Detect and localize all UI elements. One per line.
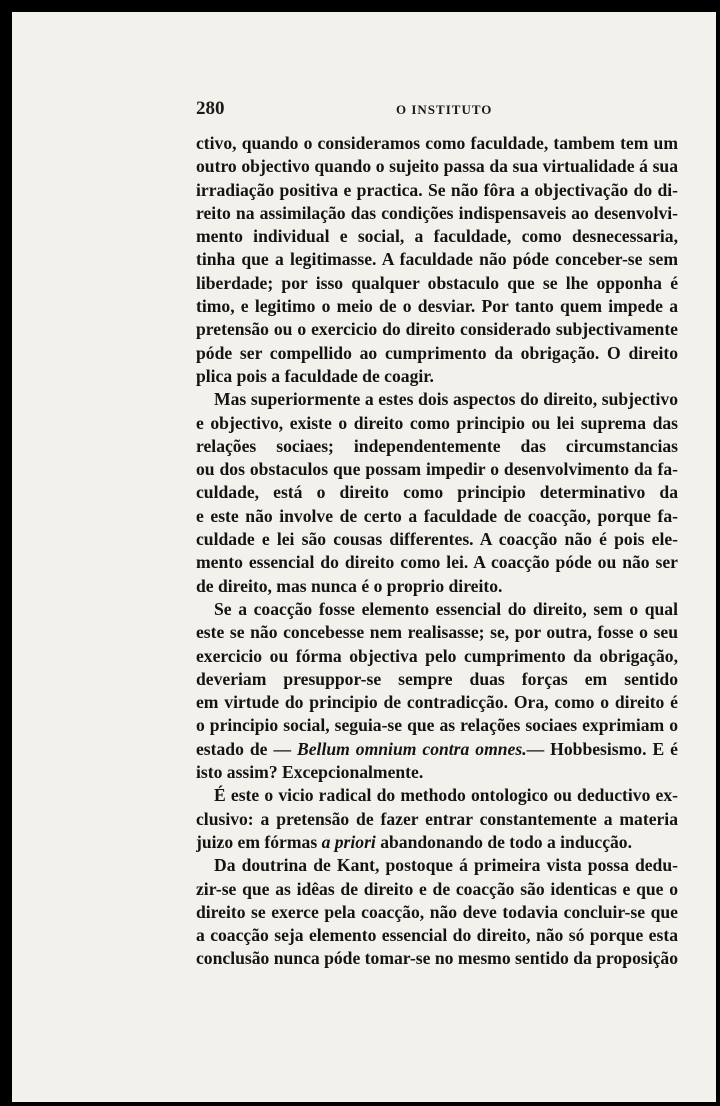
text-line: conclusão nunca póde tomar-se no mesmo sentido da proposição xyxy=(196,948,678,969)
text-line: direito se exerce pela coacção, não deve todavia concluir-se que xyxy=(196,901,678,922)
running-title: O INSTITUTO xyxy=(396,102,493,117)
text-line: culdade, está o direito como principio determinativo da xyxy=(196,482,678,503)
text-line: ou dos obstaculos que possam impedir o desenvolvimento da fa- xyxy=(196,459,678,480)
text-line: Mas superiormente a estes dois aspectos do direito, subjectivo xyxy=(214,389,678,410)
book-page xyxy=(12,12,716,1102)
text-line: liberdade; por isso qualquer obstaculo que se lhe opponha é xyxy=(196,272,678,293)
text-line: isto assim? Excepcionalmente. xyxy=(196,762,424,783)
page-header xyxy=(196,96,686,126)
text-line: relações sociaes; independentemente das circumstancias xyxy=(196,435,678,456)
text-line: clusivo: a pretensão de fazer entrar constantemente a materia xyxy=(196,808,678,829)
text-line: zir-se que as idêas de direito e de coacção são identicas e que o xyxy=(196,878,678,899)
text-line: deveriam presuppor-se sempre duas forças em sentido xyxy=(196,668,678,689)
page-number: 280 xyxy=(196,98,225,119)
text-line: outro objectivo quando o sujeito passa da sua virtualidade á sua xyxy=(196,156,678,177)
text-line: tinha que a legitimasse. A faculdade não póde conceber-se sem xyxy=(196,249,678,270)
text-line: Se a coacção fosse elemento essencial do direito, sem o qual xyxy=(214,598,678,619)
text-line: exercicio ou fórma objectiva pelo cumprimento da obrigação, xyxy=(196,645,678,666)
line-prefix: estado de — xyxy=(196,738,298,759)
text-line: Da doutrina de Kant, postoque á primeira vista possa dedu- xyxy=(214,855,678,876)
line-prefix: juizo em fórmas xyxy=(196,831,322,852)
text-line: e este não involve de certo a faculdade de coacção, porque fa- xyxy=(196,505,678,526)
text-line: e objectivo, existe o direito como principio ou lei suprema das xyxy=(196,412,678,433)
line-suffix: abandonando de todo a inducção. xyxy=(375,831,632,852)
text-line xyxy=(196,831,678,854)
text-line: em virtude do principio de contradicção. Ora, como o direito é xyxy=(196,692,678,713)
italic-phrase: Bellum omnium contra omnes. xyxy=(297,738,527,759)
text-line: timo, e legitimo o meio de o desviar. Por tanto quem impede a xyxy=(196,296,678,317)
text-line: pretensão ou o exercicio do direito considerado subjectivamente xyxy=(196,319,678,340)
line-suffix: — Hobbesismo. E é xyxy=(526,738,678,759)
text-line: o principio social, seguia-se que as relações sociaes exprimiam o xyxy=(196,715,678,736)
text-line: É este o vicio radical do methodo ontologico ou deductivo ex- xyxy=(214,785,678,806)
text-line: ctivo, quando o consideramos como faculdade, tambem tem um xyxy=(196,133,678,153)
text-line: mento individual e social, a faculdade, como desnecessaria, xyxy=(196,226,678,247)
text-line: mento essencial do direito como lei. A coacção póde ou não ser xyxy=(196,552,678,573)
text-line: póde ser compellido ao cumprimento da obrigação. O direito xyxy=(196,342,678,363)
text-line: plica pois a faculdade de coagir. xyxy=(196,365,434,386)
text-line: este se não concebesse nem realisasse; se, por outra, fosse o seu xyxy=(196,622,678,643)
text-line: de direito, mas nunca é o proprio direito. xyxy=(196,575,503,596)
text-line: a coacção seja elemento essencial do direito, não só porque esta xyxy=(196,925,678,946)
text-line: culdade e lei são cousas differentes. A coacção não é pois ele- xyxy=(196,529,678,550)
body-text xyxy=(196,132,678,971)
text-line xyxy=(196,738,678,761)
italic-phrase: a priori xyxy=(321,831,376,852)
text-line: reito na assimilação das condições indispensaveis ao desenvolvi- xyxy=(196,202,678,223)
text-line: irradiação positiva e practica. Se não fôra a objectivação do di- xyxy=(196,179,678,200)
